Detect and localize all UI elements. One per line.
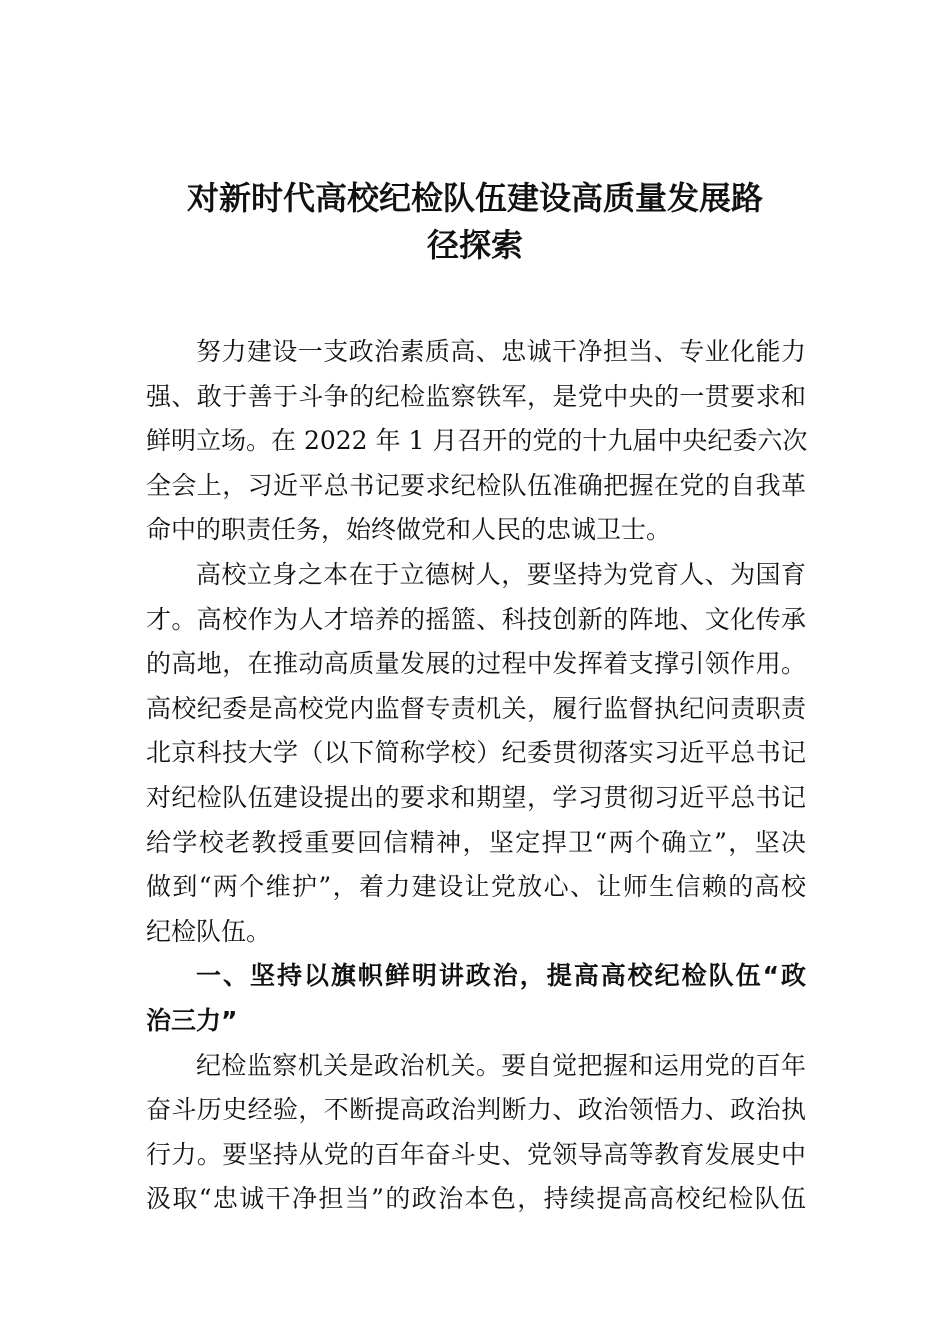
section-heading-1	[146, 954, 806, 1043]
text-line: 奋斗历史经验，不断提高政治判断力、政治领悟力、政治执	[146, 1095, 806, 1125]
title-line-2: 径探索	[426, 226, 523, 264]
text-line: 纪检监察机关是政治机关。要自觉把握和运用党的百年	[196, 1050, 806, 1080]
text-line: 鲜明立场。在 2022 年 1 月召开的党的十九届中央纪委六次	[146, 426, 808, 456]
heading-line: 一、坚持以旗帜鲜明讲政治，提高高校纪检队伍“政	[196, 961, 806, 991]
text-line: 高校立身之本在于立德树人，要坚持为党育人、为国育	[196, 559, 806, 589]
paragraph-section-1	[146, 1044, 806, 1222]
text-line: 高校纪委是高校党内监督专责机关，履行监督执纪问责职责	[146, 693, 806, 723]
paragraph-universities	[146, 553, 806, 954]
document-body	[146, 330, 806, 1222]
heading-line: 治三力”	[146, 1005, 238, 1035]
paragraph-intro	[146, 330, 806, 553]
text-line: 北京科技大学（以下简称学校）纪委贯彻落实习近平总书记	[146, 738, 806, 768]
text-line: 全会上，习近平总书记要求纪检队伍准确把握在党的自我革	[146, 470, 806, 500]
text-line: 给学校老教授重要回信精神，坚定捍卫“两个确立”，坚决	[146, 827, 806, 857]
text-line: 纪检队伍。	[146, 916, 272, 946]
text-line: 才。高校作为人才培养的摇篮、科技创新的阵地、文化传承	[146, 604, 806, 634]
text-line: 对纪检队伍建设提出的要求和期望，学习贯彻习近平总书记	[146, 782, 806, 812]
text-line: 行力。要坚持从党的百年奋斗史、党领导高等教育发展史中	[146, 1139, 806, 1169]
text-line: 的高地，在推动高质量发展的过程中发挥着支撑引领作用。	[146, 649, 806, 679]
document-title	[0, 175, 950, 269]
title-line-1: 对新时代高校纪检队伍建设高质量发展路	[186, 179, 763, 217]
text-line: 汲取“忠诚干净担当”的政治本色，持续提高高校纪检队伍	[146, 1184, 806, 1214]
text-line: 命中的职责任务，始终做党和人民的忠诚卫士。	[146, 515, 672, 545]
text-line: 强、敢于善于斗争的纪检监察铁军，是党中央的一贯要求和	[146, 381, 806, 411]
text-line: 努力建设一支政治素质高、忠诚干净担当、专业化能力	[196, 337, 806, 366]
text-line: 做到“两个维护”，着力建设让党放心、让师生信赖的高校	[146, 872, 806, 902]
